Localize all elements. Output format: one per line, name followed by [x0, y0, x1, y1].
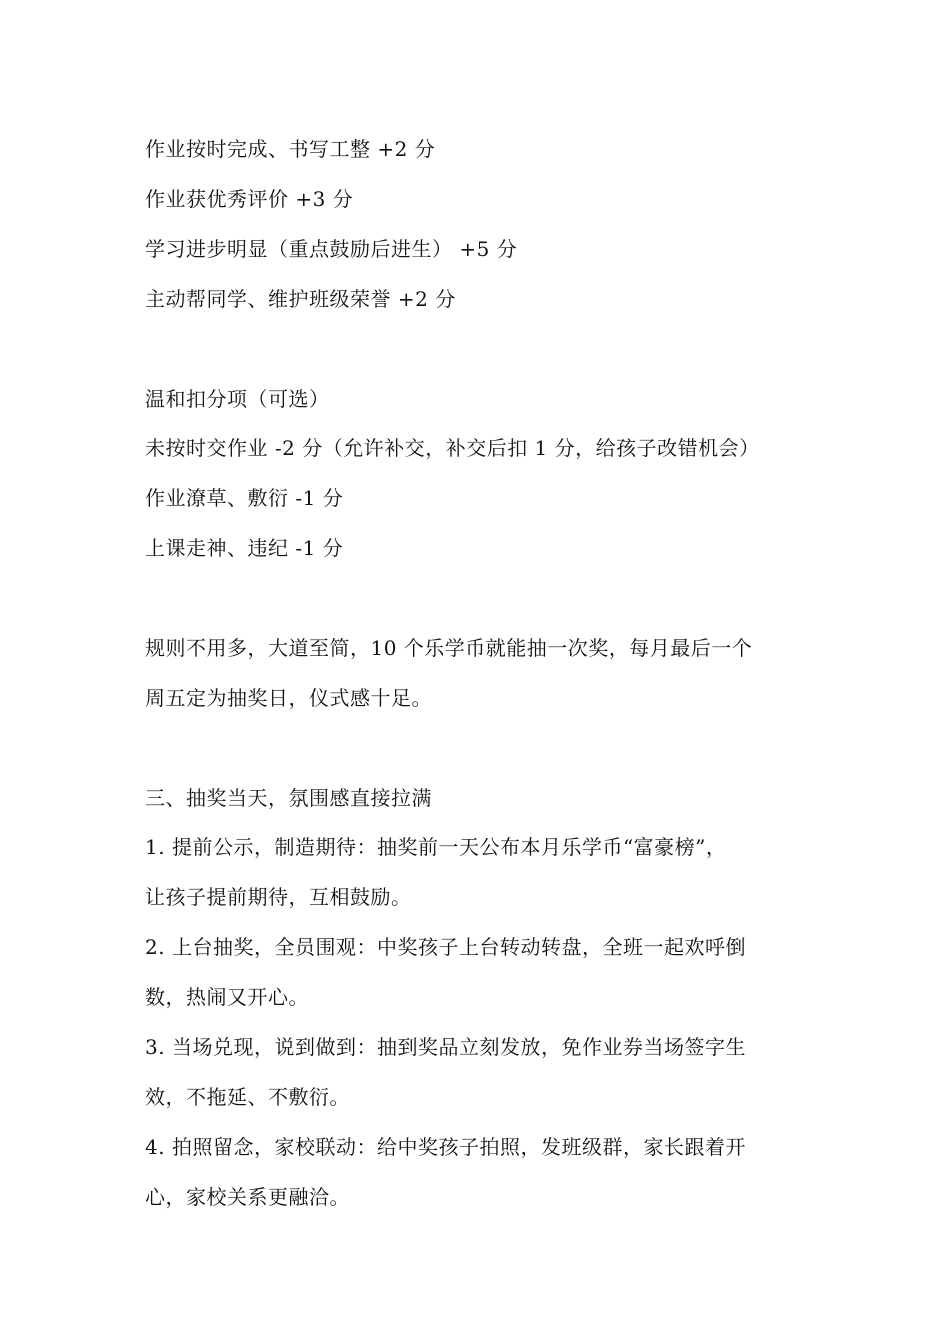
add-item-progress: 学习进步明显（重点鼓励后进生） +5 分 [145, 237, 518, 261]
section3-item-2-line-1: 2. 上台抽奖，全员围观：中奖孩子上台转动转盘，全班一起欢呼倒 [145, 935, 746, 959]
deduct-item-distraction: 上课走神、违纪 -1 分 [145, 536, 344, 560]
deduct-item-sloppy-homework: 作业潦草、敷衍 -1 分 [145, 486, 344, 510]
section3-item-3-line-1: 3. 当场兑现，说到做到：抽到奖品立刻发放，免作业券当场签字生 [145, 1035, 746, 1059]
add-item-homework-complete: 作业按时完成、书写工整 +2 分 [145, 137, 436, 161]
section3-item-2-line-2: 数，热闹又开心。 [145, 985, 309, 1009]
section3-item-4-line-2: 心，家校关系更融洽。 [145, 1185, 350, 1209]
section3-item-4-line-1: 4. 拍照留念，家校联动：给中奖孩子拍照，发班级群，家长跟着开 [145, 1135, 746, 1159]
rule-paragraph-line-2: 周五定为抽奖日，仪式感十足。 [145, 686, 432, 710]
section3-item-1-line-2: 让孩子提前期待，互相鼓励。 [145, 885, 412, 909]
rule-paragraph-line-1: 规则不用多，大道至简，10 个乐学币就能抽一次奖，每月最后一个 [145, 636, 753, 660]
add-item-help-classmates: 主动帮同学、维护班级荣誉 +2 分 [145, 287, 456, 311]
section3-heading: 三、抽奖当天，氛围感直接拉满 [145, 786, 432, 810]
section3-item-3-line-2: 效，不拖延、不敷衍。 [145, 1085, 350, 1109]
deduct-item-late-homework: 未按时交作业 -2 分（允许补交，补交后扣 1 分，给孩子改错机会） [145, 436, 760, 460]
deduct-heading: 温和扣分项（可选） [145, 387, 330, 411]
add-item-excellent-evaluation: 作业获优秀评价 +3 分 [145, 187, 354, 211]
section3-item-1-line-1: 1. 提前公示，制造期待：抽奖前一天公布本月乐学币“富豪榜”， [145, 835, 727, 859]
